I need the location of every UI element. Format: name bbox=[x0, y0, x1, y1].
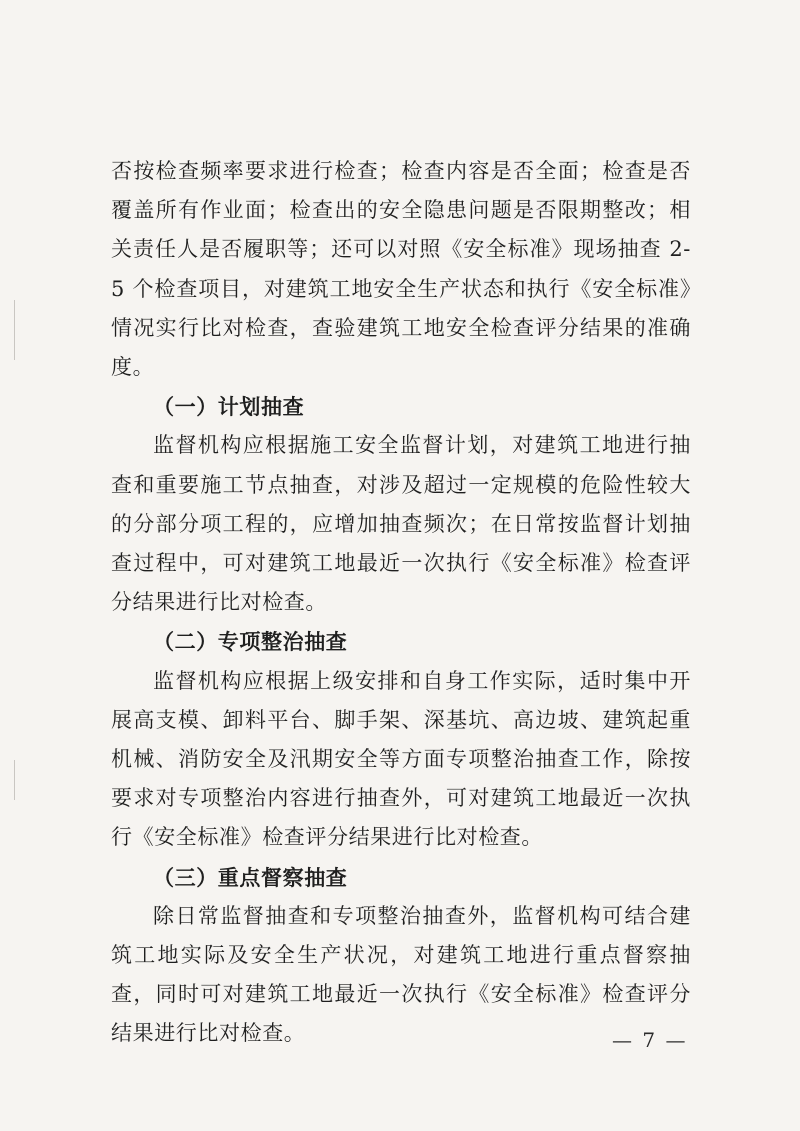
document-body bbox=[111, 152, 691, 1054]
scan-edge-mark bbox=[14, 760, 15, 800]
paragraph-key-supervision: 除日常监督抽查和专项整治抽查外，监督机构可结合建筑工地实际及安全生产状况，对建筑工地进行重点督察抽查，同时可对建筑工地最近一次执行《安全标准》检查评分结果进行比对检查。 bbox=[111, 903, 691, 1046]
paragraph-plan-inspection: 监督机构应根据施工安全监督计划，对建筑工地进行抽查和重要施工节点抽查，对涉及超过一定规模的危险性较大的分部分项工程的，应增加抽查频次；在日常按监督计划抽查过程中，可对建筑工地最近一次执行《安全标准》检查评分结果进行比对检查。 bbox=[111, 433, 691, 615]
section-heading-special-rectification: （二）专项整治抽查 bbox=[153, 629, 348, 655]
paragraph-special-rectification: 监督机构应根据上级安排和自身工作实际，适时集中开展高支模、卸料平台、脚手架、深基坑、高边坡、建筑起重机械、消防安全及汛期安全等方面专项整治抽查工作，除按要求对专项整治内容进行抽查外，可对建筑工地最近一次执行《安全标准》检查评分结果进行比对检查。 bbox=[111, 668, 691, 850]
section-heading-key-supervision: （三）重点督察抽查 bbox=[153, 864, 348, 890]
paragraph-continuation: 否按检查频率要求进行检查；检查内容是否全面；检查是否覆盖所有作业面；检查出的安全隐患问题是否限期整改；相关责任人是否履职等；还可以对照《安全标准》现场抽查 2-5 个检查项目，对建筑工地安全生产状态和执行《安全标准》情况实行比对检查，查验建筑工地安全检查评分结果的准确度。 bbox=[111, 159, 691, 380]
scan-edge-mark bbox=[14, 300, 15, 360]
page-number: — 7 — bbox=[612, 1028, 688, 1052]
section-heading-plan-inspection: （一）计划抽查 bbox=[153, 394, 305, 420]
